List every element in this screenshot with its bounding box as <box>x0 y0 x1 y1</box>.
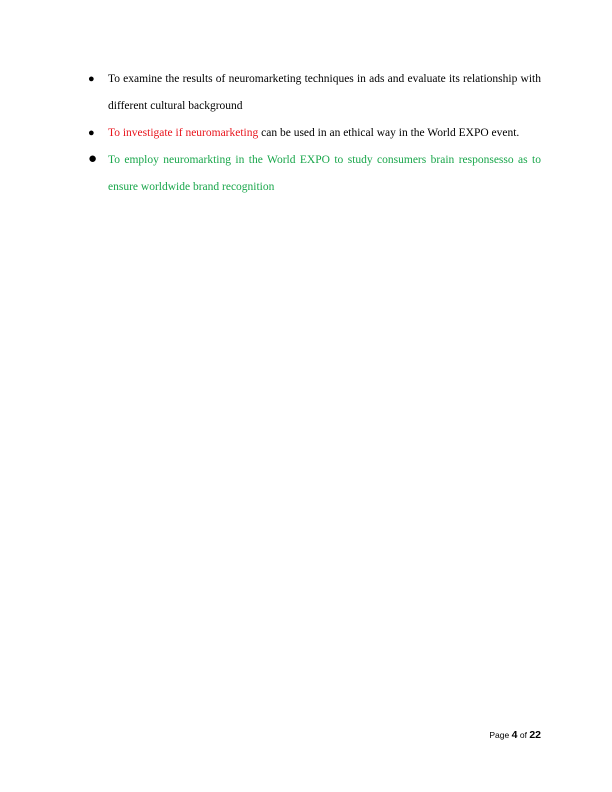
list-item <box>88 120 541 147</box>
bullet-text: To examine the results of neuromarketing techniques in ads and evaluate its relationship with different cultural background <box>108 73 541 112</box>
objectives-list <box>88 66 541 201</box>
bullet-icon: ● <box>88 151 98 167</box>
page-label: Page <box>489 730 510 740</box>
bullet-text: can be used in an ethical way in the World EXPO event. <box>258 127 520 139</box>
of-label: of <box>519 730 527 740</box>
current-page-number: 4 <box>511 729 518 741</box>
bullet-text: To employ neuromarkting in the World EXPO to study consumers brain responsesso as to ensure worldwide brand recognition <box>108 154 541 193</box>
list-item <box>88 66 541 120</box>
bullet-icon: ● <box>88 73 95 85</box>
list-item <box>88 147 541 201</box>
page-number-footer <box>489 729 541 741</box>
bullet-text-highlight: To investigate if neuromarketing <box>108 127 259 139</box>
bullet-icon: ● <box>88 127 95 139</box>
total-pages-number: 22 <box>529 729 541 741</box>
